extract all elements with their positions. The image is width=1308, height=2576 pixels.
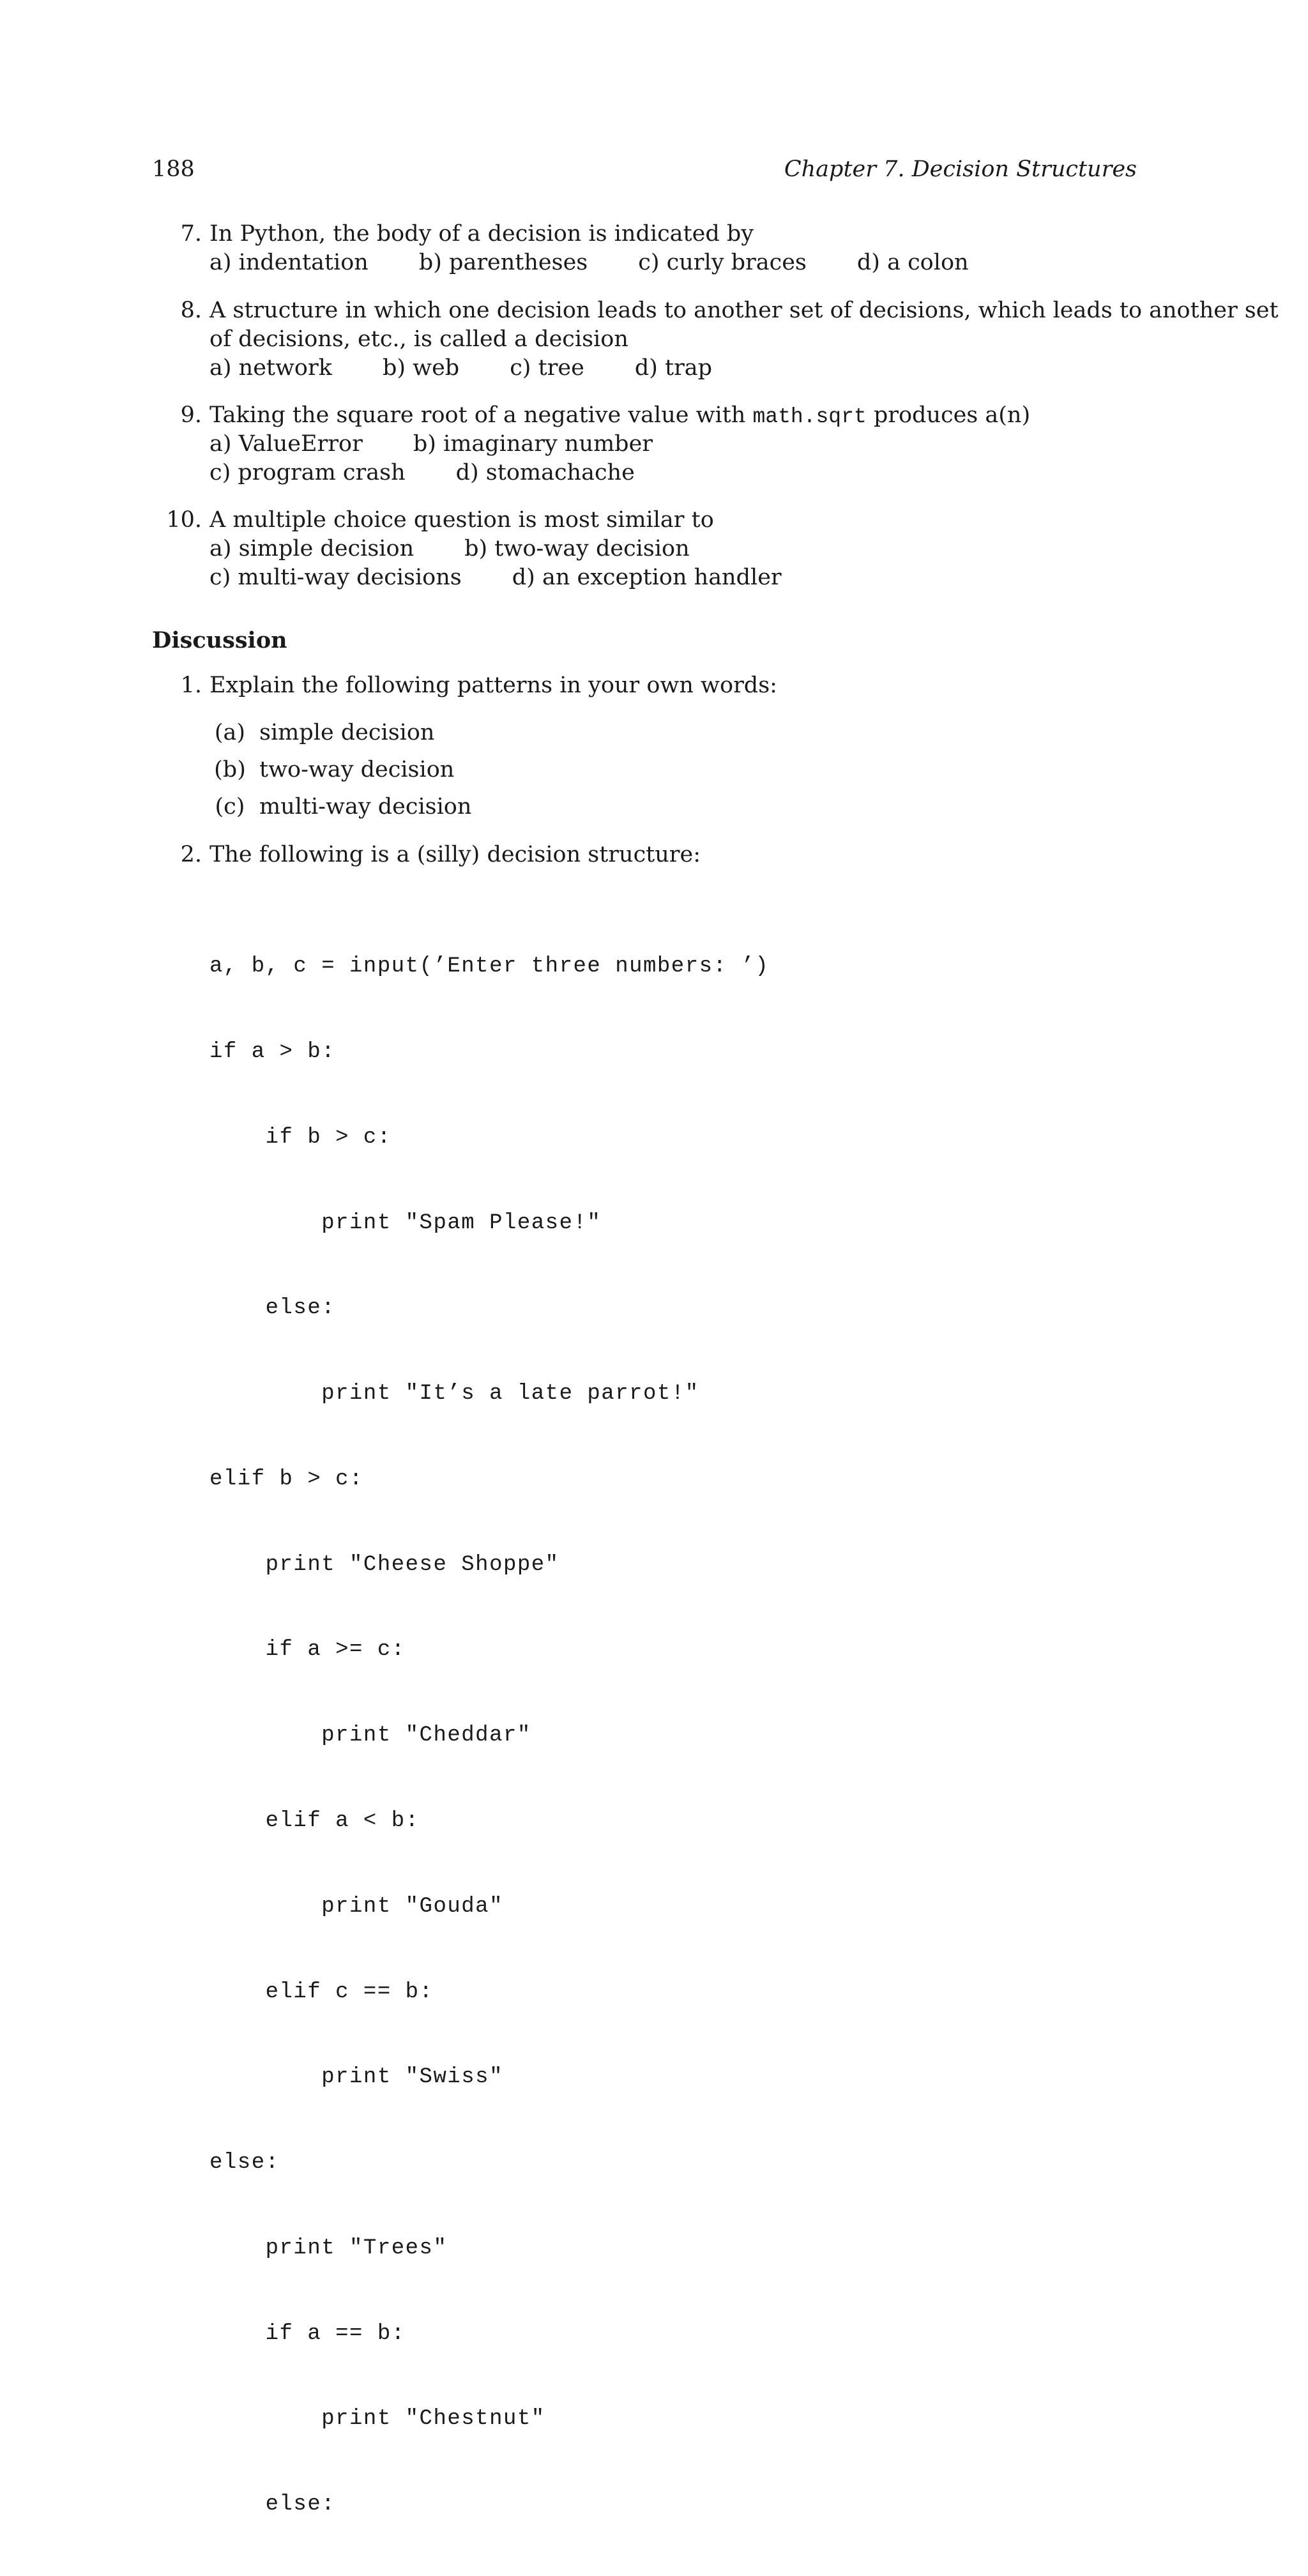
question-number: 9.: [180, 402, 202, 428]
code-line: print "Cheese Shoppe": [209, 1552, 559, 1577]
code-line: if a >= c:: [209, 1638, 406, 1663]
code-line: if a > b:: [209, 1039, 336, 1064]
item-number: 1.: [180, 673, 202, 698]
subitem-text: multi-way decision: [259, 794, 472, 819]
option-row: [209, 354, 1155, 383]
option-row-2: [209, 459, 1155, 487]
option-c: c) multi-way decisions: [209, 565, 462, 590]
question-prompt-line-1: A structure in which one decision leads to another set of decisions, which leads to another set: [209, 298, 1279, 323]
question-prompt: [209, 401, 1155, 430]
option-b: b) web: [382, 355, 460, 381]
option-a: a) ValueError: [209, 431, 363, 457]
code-line: a, b, c = input(’Enter three numbers: ’): [209, 954, 770, 979]
code-line: print "Gouda": [209, 1894, 503, 1919]
option-row-1: [209, 430, 1155, 459]
code-line: elif b > c:: [209, 1467, 363, 1491]
code-line: print "Trees": [209, 2236, 448, 2260]
code-line: elif a < b:: [209, 1809, 420, 1833]
code-line: else:: [209, 2492, 336, 2517]
option-d: d) an exception handler: [512, 565, 782, 590]
subitem-label: (c): [215, 794, 245, 819]
option-a: a) simple decision: [209, 536, 414, 561]
item-prompt: The following is a (silly) decision structure:: [209, 842, 701, 867]
code-line: else:: [209, 1296, 336, 1321]
section-heading-discussion: Discussion: [152, 627, 287, 653]
option-c: c) program crash: [209, 460, 406, 485]
option-d: d) trap: [634, 355, 713, 381]
code-line: if a == b:: [209, 2321, 406, 2346]
subitem-c: [209, 793, 471, 821]
code-listing: [209, 896, 769, 2576]
subitem-label: (b): [214, 757, 246, 782]
option-row: [209, 248, 1155, 277]
question-number: 7.: [180, 221, 202, 247]
item-number: 2.: [180, 842, 202, 867]
option-d: d) stomachache: [455, 460, 635, 485]
chapter-title: Chapter 7. Decision Structures: [784, 156, 1137, 182]
option-a: a) indentation: [209, 250, 369, 275]
question-number: 8.: [180, 298, 202, 323]
question-prompt: A multiple choice question is most similar to: [209, 507, 714, 533]
code-line: else:: [209, 2151, 280, 2176]
question-prompt: In Python, the body of a decision is indicated by: [209, 221, 754, 247]
inline-code-math-sqrt: math.sqrt: [752, 405, 867, 429]
option-c: c) curly braces: [638, 250, 807, 275]
subitem-text: simple decision: [259, 720, 435, 745]
item-prompt: Explain the following patterns in your own words:: [209, 673, 777, 698]
option-b: b) imaginary number: [413, 431, 653, 457]
option-d: d) a colon: [856, 250, 969, 275]
question-number: 10.: [166, 507, 202, 533]
code-line: elif c == b:: [209, 1979, 434, 2004]
option-a: a) network: [209, 355, 332, 381]
subitem-label: (a): [214, 720, 246, 745]
code-line: print "It’s a late parrot!": [209, 1382, 699, 1406]
option-row-2: [209, 563, 1155, 592]
prompt-text-after: produces a(n): [866, 402, 1031, 428]
option-c: c) tree: [510, 355, 584, 381]
page-number: 188: [152, 156, 195, 182]
option-b: b) two-way decision: [464, 536, 690, 561]
subitem-text: two-way decision: [259, 757, 455, 782]
subitem-a: [209, 719, 434, 747]
subitem-b: [209, 756, 454, 784]
option-row-1: [209, 535, 1155, 563]
question-prompt-line-2: of decisions, etc., is called a decision: [209, 326, 628, 352]
code-line: print "Cheddar": [209, 1723, 531, 1748]
code-line: if b > c:: [209, 1125, 392, 1150]
code-line: print "Swiss": [209, 2065, 503, 2090]
code-line: print "Chestnut": [209, 2407, 545, 2432]
code-line: print "Spam Please!": [209, 1210, 602, 1235]
option-b: b) parentheses: [418, 250, 588, 275]
prompt-text-before: Taking the square root of a negative value with: [209, 402, 753, 428]
